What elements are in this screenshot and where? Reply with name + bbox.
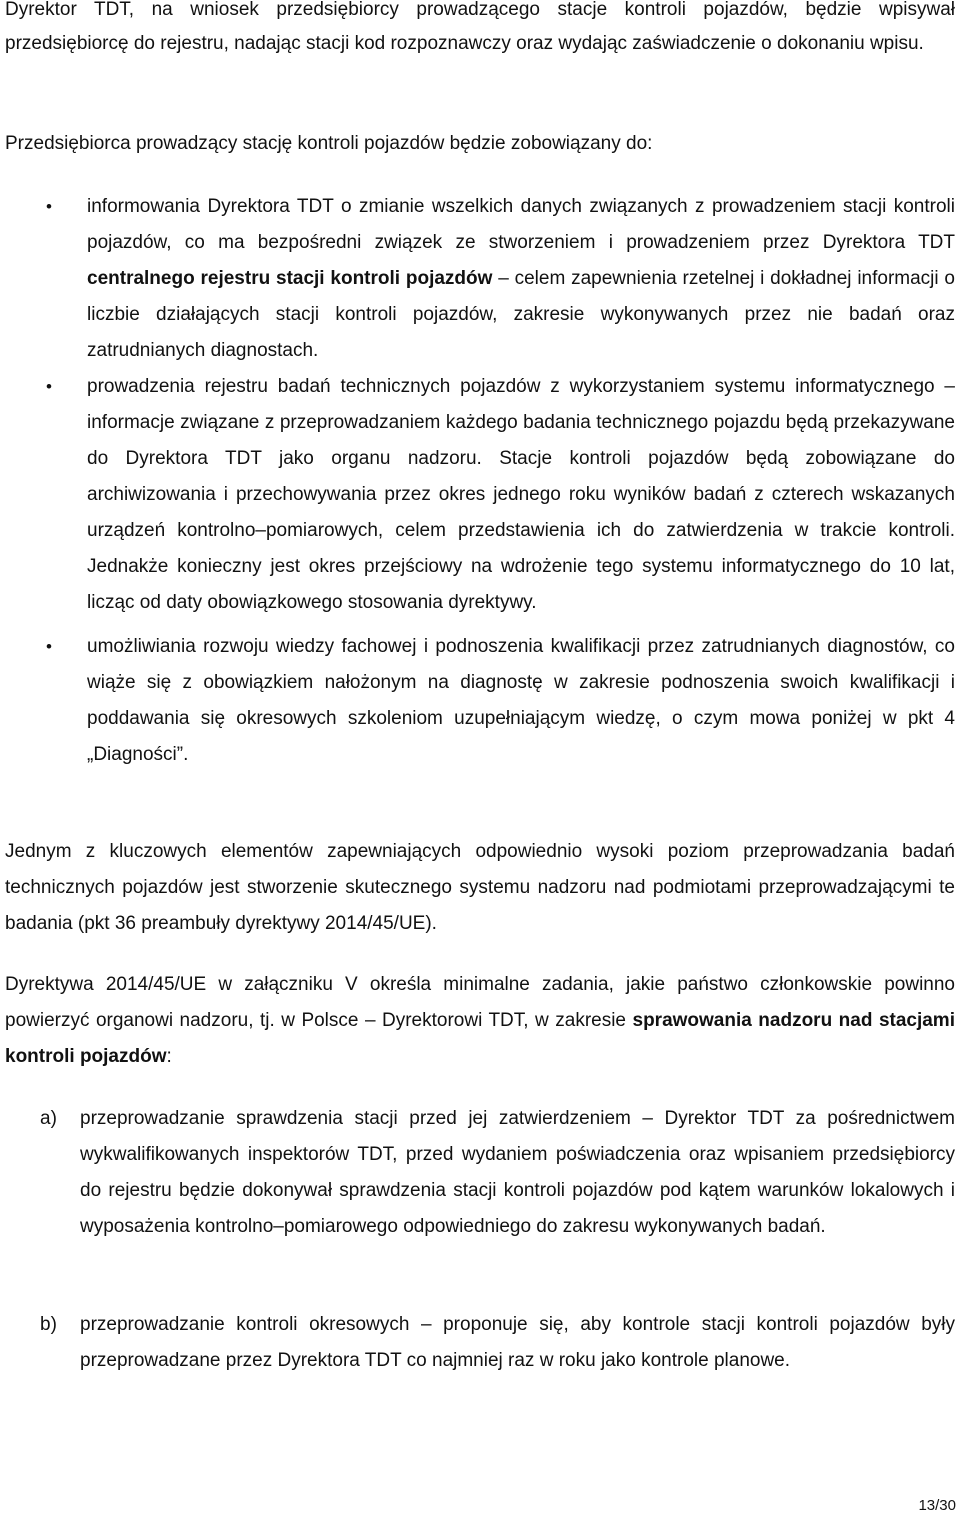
list-item bbox=[0, 629, 955, 773]
obligations-list bbox=[0, 189, 960, 773]
paragraph-text-bold: sprawowania nadzoru nad stacjami kontroli pojazdów bbox=[5, 1010, 955, 1067]
paragraph-supervision-system: Jednym z kluczowych elementów zapewniających odpowiednio wysoki poziom przeprowadzania badań technicznych pojazdów jest stworzenie skutecznego systemu nadzoru nad podmiotami przeprowadzającymi te badania (pkt 36 preambuły dyrektywy 2014/45/UE). bbox=[5, 841, 955, 934]
supervision-tasks-list-b bbox=[0, 1307, 960, 1379]
item-letter: a) bbox=[40, 1108, 57, 1129]
bullet-text-post: – celem zapewnienia rzetelnej i dokładnej informacji o liczbie działających stacji kontroli pojazdów, zakresie wykonywanych przez nie badań oraz zatrudnianych diagnostach. bbox=[87, 268, 955, 361]
list-item bbox=[0, 189, 955, 369]
item-text: przeprowadzanie sprawdzenia stacji przed jej zatwierdzeniem – Dyrektor TDT za pośrednictwem wykwalifikowanych inspektorów TDT, przed wydaniem poświadczenia oraz wpisaniem przedsiębiorcy do rejestru będzie dokonywał sprawdzenia stacji kontroli pojazdów pod kątem warunków lokalowych i wyposażenia kontrolno–pomiarowego odpowiedniego do zakresu wykonywanych badań. bbox=[80, 1108, 955, 1237]
paragraph-text-post: : bbox=[166, 1046, 172, 1067]
paragraph-directive-annex bbox=[5, 967, 955, 1075]
paragraph-text-pre: Dyrektywa 2014/45/UE w załączniku V określa minimalne zadania, jakie państwo członkowskie powinno powierzyć organowi nadzoru, tj. w Polsce – Dyrektorowi TDT, w zakresie bbox=[5, 974, 955, 1031]
bullet-icon: • bbox=[46, 637, 52, 656]
item-text: przeprowadzanie kontroli okresowych – proponuje się, aby kontrole stacji kontroli pojazdów były przeprowadzane przez Dyrektora TDT co najmniej raz w roku jako kontrole planowe. bbox=[80, 1314, 955, 1371]
paragraph-registration: Dyrektor TDT, na wniosek przedsiębiorcy prowadzącego stacje kontroli pojazdów, będzie wpisywał przedsiębiorcę do rejestru, nadając stacji kod rozpoznawczy oraz wydając zaświadczenie o dokonaniu wpisu. bbox=[5, 0, 955, 54]
paragraph-obligations-intro: Przedsiębiorca prowadzący stację kontroli pojazdów będzie zobowiązany do: bbox=[5, 133, 653, 154]
list-item bbox=[0, 369, 955, 621]
bullet-text: umożliwiania rozwoju wiedzy fachowej i podnoszenia kwalifikacji przez zatrudnianych diagnostów, co wiąże się z obowiązkiem nałożonym na diagnostę w zakresie podnoszenia swoich kwalifikacji i poddawania się okresowych szkoleniom uzupełniającym wiedzę, o czym mowa poniżej w pkt 4 „Diagności”. bbox=[87, 636, 955, 765]
list-item bbox=[0, 1101, 955, 1245]
bullet-text-bold: centralnego rejestru stacji kontroli pojazdów bbox=[87, 268, 493, 289]
bullet-icon: • bbox=[46, 197, 52, 216]
bullet-text: prowadzenia rejestru badań technicznych pojazdów z wykorzystaniem systemu informatycznego – informacje związane z przeprowadzaniem każdego badania technicznego pojazdu będą przekazywane do Dyrektora TDT jako organu nadzoru. Stacje kontroli pojazdów będą zobowiązane do archiwizowania i przechowywania przez okres jednego roku wyników badań z czterech wskazanych urządzeń kontrolno–pomiarowych, celem przedstawienia ich do zatwierdzenia w trakcie kontroli. Jednakże konieczny jest okres przejściowy na wdrożenie tego systemu informatycznego do 10 lat, licząc od daty obowiązkowego stosowania dyrektywy. bbox=[87, 376, 955, 613]
page-number: 13/30 bbox=[918, 1497, 956, 1514]
bullet-icon: • bbox=[46, 377, 52, 396]
item-letter: b) bbox=[40, 1314, 57, 1335]
list-item bbox=[0, 1307, 955, 1379]
bullet-text-pre: informowania Dyrektora TDT o zmianie wszelkich danych związanych z prowadzeniem stacji kontroli pojazdów, co ma bezpośredni związek ze stworzeniem i prowadzeniem przez Dyrektora TDT bbox=[87, 196, 955, 253]
supervision-tasks-list-a bbox=[0, 1101, 960, 1245]
